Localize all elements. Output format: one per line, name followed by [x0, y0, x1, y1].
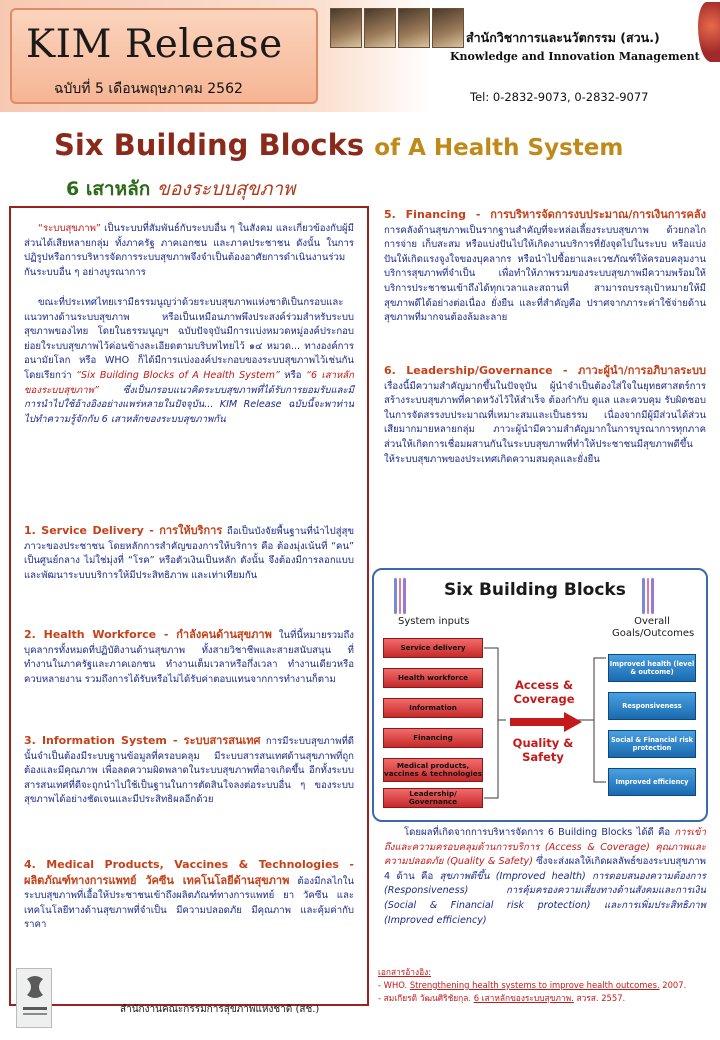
section-4-heading: 4. Medical Products, Vaccines & Technologies - ผลิตภัณฑ์ทางการแพทย์ วัคซีน เทคโนโลยีด้านสุขภาพ — [24, 858, 354, 887]
access-coverage-label: Access & Coverage — [513, 678, 575, 706]
header-photo — [432, 8, 464, 48]
input-box: Medical products, vaccines & technologies — [383, 758, 483, 782]
section-5-heading: 5. Financing - การบริหารจัดการงบประมาณ/การเงินการคลัง — [384, 208, 706, 221]
context-or: หรือ — [279, 369, 306, 381]
org-name-english: Knowledge and Innovation Management — [450, 50, 700, 63]
section-1-text: ถือเป็นบังจัยพื้นฐานที่นำไปสู่สุขภาวะของประชาชน โดยหลักการสำคัญของการให้บริการ คือ ต้องมุ่งเน้นที่ “คน” เป็นศูนย์กลาง ไม่ใช่มุ่งที่ “โรค” หรือตัวเงินเป็นหลัก ดังนั้น จึงต้องมีการลอกแบบและพัฒนาระบบบริการให้มีประสิทธิภาพ และเท่าเทียมกัน — [24, 526, 354, 581]
output-bracket — [594, 658, 606, 782]
newsletter-title: KIM Release — [26, 22, 283, 67]
outcome-box: Responsiveness — [608, 692, 696, 720]
header-photo-strip — [330, 8, 464, 48]
input-box: Information — [383, 698, 483, 718]
arrow-icon — [506, 710, 586, 734]
org-name-thai: สำนักวิชาการและนวัตกรรม (สวน.) — [466, 30, 660, 45]
section-5-text: การคลังด้านสุขภาพเป็นรากฐานสำคัญที่จะหล่อเลี้ยงระบบสุขภาพ ด้วยกลไกการจ่าย เก็บสะสม หรือแบ่งปันไปให้เกิดงานบริการที่ยังจุดไปในระบบ หรือแบ่งปันให้เกิดแรงจูงใจของบุคลากร หรือนำไปซื้อยาและเวชภัณฑ์ให้ครอบคลุมงานบริการสุขภาพที่จำเป็น เพื่อทำให้ภาพรวมของระบบสุขภาพมีความพร้อมให้บริการประชาชนเข้าถึงได้ทุกเวลาและสถานที่ สามารถบรรลุเป้าหมายให้มีสุขภาพดีได้อย่างต่อเนื่อง ยั่งยืน และที่สำคัญคือ ปราศจากภาระค่าใช้จ่ายด้านสุขภาพที่มากจนต้องล้มละลาย — [384, 224, 706, 324]
nhco-logo — [16, 968, 52, 1028]
section-6-text: เรื่องนี้มีความสำคัญมากขึ้นในปัจจุบัน ผู้นำจำเป็นต้องใส่ใจในยุทธศาสตร์การสร้างระบบสุขภาพที่คาดหวังไว้ให้สำเร็จ ต้องกำกับ ดูแล และควบคุม รับผิดชอบในการจัดสรรงบประมาณที่เหมาะสมและเป็นธรรม เนื่องจากมีผู้มีส่วนได้ส่วนเสียมากมายหลายกลุ่ม ภาวะผู้นำมีความสำคัญมากในการบูรณาการทุกภาคส่วนให้เกิดการเชื่อมผสานกันในระบบสุขภาพที่ทำให้ประชาชนมีสุขภาพดีขึ้น ให้ระบบสุขภาพของประเทศเกิดความสมดุลและยั่งยืน — [384, 380, 706, 465]
subtitle-bold: 6 เสาหลัก — [66, 178, 151, 200]
input-bracket — [484, 648, 498, 798]
section-6 — [384, 364, 706, 467]
section-3-text: การมีระบบสุขภาพที่ดีนั้นจำเป็นต้องมีระบบฐานข้อมูลที่ครอบคลุม มีระบบสารสนเทศด้านสุขภาพที่ถูกต้องและมีคุณภาพ เพื่อลดความผิดพลาดในระบบสุขภาพที่อาจเกิดขึ้น อีกทั้งระบบสารสนเทศที่ดีจะถูกนำไปใช้เป็นฐานในการตัดสินใจลงต่อระบบอื่น ๆ ของระบบสุขภาพได้อย่างชัดเจนและมีประสิทธิผลอีกด้วย — [24, 736, 354, 806]
section-2 — [24, 628, 354, 687]
context-text-a: ขณะที่ประเทศไทยเรามีธรรมนูญว่าด้วยระบบสุขภาพแห่งชาติเป็นกรอบและแนวทางด้านระบบสุขภาพ หรือเป็นเหมือนภาพพึงประสงค์ร่วมสำหรับระบบสุขภาพของไทย โดยในธรรมนูญฯ ฉบับปัจจุบันมีการแบ่งหมวดหมู่องค์ประกอบย่อยใระบบสุขภาพไว้ค่อนข้างละเอียดตามบริบทไทยไว้ ๑๔ หมวด... ทางองค์การอนามัยโลก หรือ WHO ก็ได้มีการแบ่งองค์ประกอบของระบบสุขภาพไว้เช่นกัน โดยเรียกว่า — [24, 297, 354, 381]
subtitle-rest: ของระบบสุขภาพ — [156, 178, 296, 200]
input-box: Leadership/ Governance — [383, 788, 483, 808]
section-3 — [24, 734, 354, 808]
header-photo — [398, 8, 430, 48]
bars-left-icon — [394, 578, 406, 614]
reference-2-year: สวรส. 2557. — [573, 993, 626, 1003]
section-2-text: ในที่นี้หมายรวมถึง บุคลากรทั้งหมดที่ปฏิบัติงานด้านสุขภาพ ทั้งสายวิชาชีพและสายสนับสนุน ที่ทำงานในภาครัฐและภาคเอกชน ทำงานเต็มเวลาหรือกึ่งเวลา ทำงานเดียวหรือควบหลายงาน รวมถึงการได้รับหรือไม่ได้รับค่าตอบแทนจากการทำงานก็ตาม — [24, 630, 354, 685]
reference-2 — [378, 992, 708, 1005]
outcome-box: Improved efficiency — [608, 768, 696, 796]
references — [378, 966, 708, 1005]
system-inputs-label: System inputs — [398, 616, 470, 627]
reference-2-title[interactable]: 6 เสาหลักของระบบสุขภาพ. — [473, 993, 574, 1003]
quality-safety-label: Quality & Safety — [512, 736, 574, 764]
article-subtitle — [66, 174, 295, 204]
context-quote-en: “Six Building Blocks of A Health System” — [76, 369, 280, 381]
header-photo — [330, 8, 362, 48]
intro-paragraph — [24, 222, 354, 280]
intro-quote: “ระบบสุขภาพ” — [38, 223, 101, 234]
footer-org-name: สำนักงานคณะกรรมการสุขภาพแห่งชาติ (สช.) — [120, 1004, 320, 1015]
diagram-title: Six Building Blocks — [444, 580, 626, 600]
bars-right-icon — [642, 578, 654, 614]
section-3-heading: 3. Information System - ระบบสารสนเทศ — [24, 734, 261, 747]
reference-1 — [378, 979, 708, 992]
references-label: เอกสารอ้างอิง: — [378, 967, 432, 977]
header-photo — [364, 8, 396, 48]
context-paragraph — [24, 296, 354, 427]
summary-paragraph — [384, 826, 706, 928]
section-1 — [24, 524, 354, 583]
summary-outcomes: สุขภาพดีขึ้น (Improved health) การตอบสนองความต้องการ (Responsiveness) การคุ้มครองความเสี่ยงทางด้านสังคมและการเงิน (Social & Financial risk protection) และการเพิ่มประสิทธิภาพ (Improved efficiency) — [384, 870, 706, 926]
article-title-main: Six Building Blocks — [54, 128, 365, 162]
section-4 — [24, 858, 354, 933]
reference-1-title[interactable]: Strengthening health systems to improve health outcomes. — [409, 980, 660, 990]
input-box: Financing — [383, 728, 483, 748]
article-title-of: of A Health System — [374, 135, 624, 161]
article-title — [54, 128, 623, 162]
reference-2-prefix: - สมเกียรติ วัฒนศิริชัยกุล. — [378, 993, 474, 1003]
input-box: Health workforce — [383, 668, 483, 688]
section-6-heading: 6. Leadership/Governance - ภาวะผู้นำ/การอภิบาลระบบ — [384, 364, 706, 377]
input-box: Service delivery — [383, 638, 483, 658]
reference-1-year: 2007. — [659, 980, 687, 990]
summary-access-quality: การเข้าถึงและความครอบคลุมด้านการบริการ (Access & Coverage) คุณภาพและความปลอดภัย (Quality & Safety) — [384, 827, 706, 868]
context-text-b: ซึ่งเป็นกรอบแนวคิดระบบสุขภาพที่ได้รับการยอมรับและมีการนำไปใช้อ้างอิงอย่างแพร่หลายในปัจจุบัน... KIM Release ฉบับนี้จะพาท่านไปทำความรู้จักกับ 6 เสาหลักของระบบสุขภาพกัน — [24, 384, 354, 425]
outcome-box: Social & Financial risk protection — [608, 730, 696, 758]
summary-text-c: ซึ่งจะส่งผลให้เกิดผลลัพธ์ของระบบสุขภาพ 4 ด้าน คือ — [384, 856, 706, 882]
section-1-heading: 1. Service Delivery - การให้บริการ — [24, 524, 223, 537]
overall-goals-label: Overall Goals/Outcomes — [612, 616, 695, 639]
summary-text-a: โดยผลที่เกิดจากการบริหารจัดการ 6 Building Blocks ได้ดี คือ — [404, 827, 675, 838]
section-4-text: ต้องมีกลไกในระบบสุขภาพที่เอื้อให้ประชาชนเข้าถึงผลิตภัณฑ์ทางการแพทย์ ยา วัคซีน และเทคโนโลยีทางด้านสุขภาพที่จำเป็น มีความปลอดภัย มีคุณภาพ และคุ้มค่ากับราคา — [24, 875, 354, 931]
telephone: Tel: 0-2832-9073, 0-2832-9077 — [470, 90, 649, 104]
logo-mark-icon — [17, 969, 53, 1029]
reference-1-prefix: - WHO. — [378, 980, 410, 990]
intro-text: เป็นระบบที่สัมพันธ์กับระบบอื่น ๆ ในสังคม และเกี่ยวข้องกับผู้มีส่วนได้เสียหลายกลุ่ม ทั้งภาครัฐ ภาคเอกชน และภาคประชาชน ดังนั้น ในการปฏิรูปหรือการบริหารจัดการระบบสุขภาพจึงจำเป็นต้องอาศัยการดำเนินงานร่วมกันระบบอื่น ๆ อย่างบูรณาการ — [24, 223, 354, 278]
outcome-box: Improved health (level & outcome) — [608, 654, 696, 682]
context-quote-th: “6 เสาหลักของระบบสุขภาพ” — [24, 369, 354, 396]
issue-label: ฉบับที่ 5 เดือนพฤษภาคม 2562 — [54, 81, 243, 97]
section-2-heading: 2. Health Workforce - กำลังคนด้านสุขภาพ — [24, 628, 272, 641]
section-5 — [384, 208, 706, 326]
